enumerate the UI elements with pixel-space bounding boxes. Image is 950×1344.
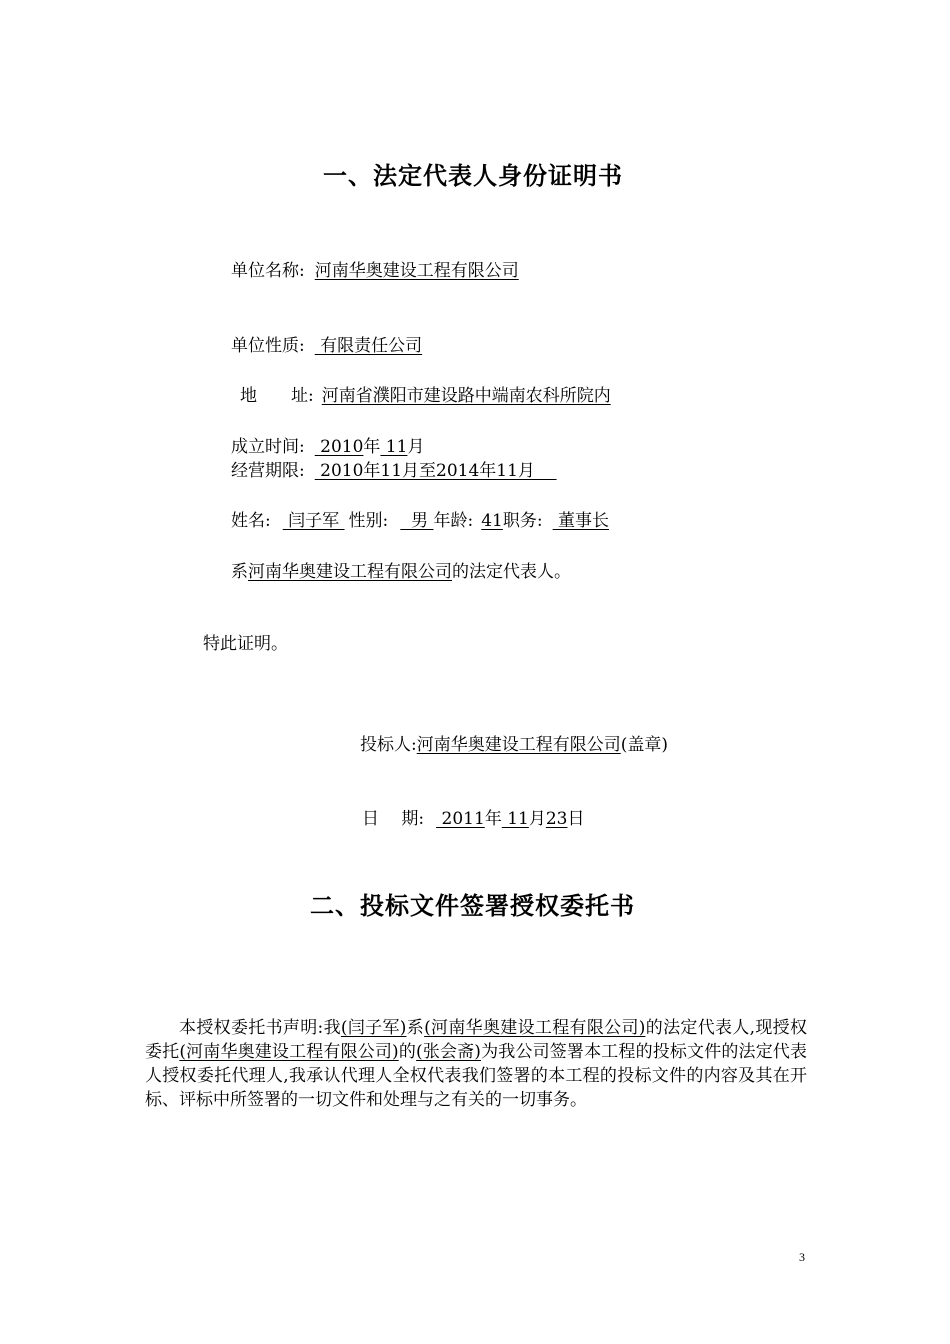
bidder-seal: (盖章) bbox=[620, 735, 668, 755]
gender-value: 男 bbox=[400, 511, 434, 531]
unit-type-row bbox=[231, 335, 422, 357]
para-legal-rep-name: (闫子军) bbox=[340, 1018, 407, 1038]
para-part-4: 的 bbox=[398, 1042, 417, 1062]
established-label: 成立时间: bbox=[231, 437, 305, 457]
date-row bbox=[362, 808, 585, 830]
section1-title: 一、法定代表人身份证明书 bbox=[323, 162, 623, 190]
rep-prefix: 系 bbox=[231, 562, 248, 582]
unit-type-value: 有限责任公司 bbox=[314, 336, 423, 356]
term-row bbox=[231, 460, 557, 482]
para-company-name: (河南华奥建设工程有限公司) bbox=[424, 1018, 646, 1038]
position-value: 董事长 bbox=[552, 511, 610, 531]
established-year: 2010 bbox=[314, 437, 364, 457]
date-label: 日 期: bbox=[362, 809, 425, 829]
address-row bbox=[240, 385, 611, 407]
date-month: 11 bbox=[501, 809, 529, 829]
unit-type-label: 单位性质: bbox=[231, 336, 305, 356]
established-row bbox=[231, 436, 424, 458]
term-label: 经营期限: bbox=[231, 461, 305, 481]
para-part-1: 本授权委托书声明:我 bbox=[179, 1018, 341, 1038]
unit-name-row bbox=[231, 260, 519, 282]
date-year-suffix: 年 bbox=[484, 809, 502, 829]
unit-name-value: 河南华奥建设工程有限公司 bbox=[314, 261, 519, 281]
name-label: 姓名: bbox=[231, 511, 271, 531]
bidder-label: 投标人: bbox=[360, 735, 417, 755]
age-label: 年龄: bbox=[433, 511, 474, 531]
address-value: 河南省濮阳市建设路中端南农科所院内 bbox=[321, 386, 611, 406]
section2-title: 二、投标文件签署授权委托书 bbox=[310, 892, 635, 920]
date-day-suffix: 日 bbox=[567, 809, 585, 829]
para-part-3: 的法定代表人,现授权委托 bbox=[145, 1018, 808, 1062]
page-number: 3 bbox=[799, 1250, 805, 1264]
person-row bbox=[231, 510, 609, 532]
position-label: 职务: bbox=[502, 511, 543, 531]
address-label: 地 址: bbox=[240, 386, 314, 406]
certify-text: 特此证明。 bbox=[203, 634, 288, 654]
para-company-name-2: (河南华奥建设工程有限公司) bbox=[179, 1042, 399, 1062]
established-month-suffix: 月 bbox=[407, 437, 425, 457]
date-month-suffix: 月 bbox=[528, 809, 546, 829]
rep-company: 河南华奥建设工程有限公司 bbox=[248, 562, 452, 582]
date-year: 2011 bbox=[436, 809, 485, 829]
date-day: 23 bbox=[545, 809, 568, 829]
para-part-5: 为我公司签署本工程的投标文件的法定代表人授权委托代理人,我承认代理人全权代表我们签署的本工程的投标文件的内容及其在开标、评标中所签署的一切文件和处理与之有关的一切事务。 bbox=[145, 1042, 808, 1110]
bidder-row bbox=[360, 734, 668, 756]
name-value: 闫子军 bbox=[282, 511, 345, 531]
established-month: 11 bbox=[380, 437, 408, 457]
unit-name-label: 单位名称: bbox=[231, 261, 305, 281]
para-agent-name: (张会斋) bbox=[416, 1042, 481, 1062]
para-part-2: 系 bbox=[406, 1018, 425, 1038]
rep-statement bbox=[231, 561, 571, 583]
rep-suffix: 的法定代表人。 bbox=[452, 562, 571, 582]
authorization-paragraph bbox=[145, 1016, 807, 1112]
gender-label: 性别: bbox=[348, 511, 389, 531]
age-value: 41 bbox=[481, 511, 503, 531]
established-year-suffix: 年 bbox=[363, 437, 381, 457]
term-value: 2010年11月至2014年11月 bbox=[314, 461, 557, 481]
bidder-value: 河南华奥建设工程有限公司 bbox=[416, 735, 621, 755]
